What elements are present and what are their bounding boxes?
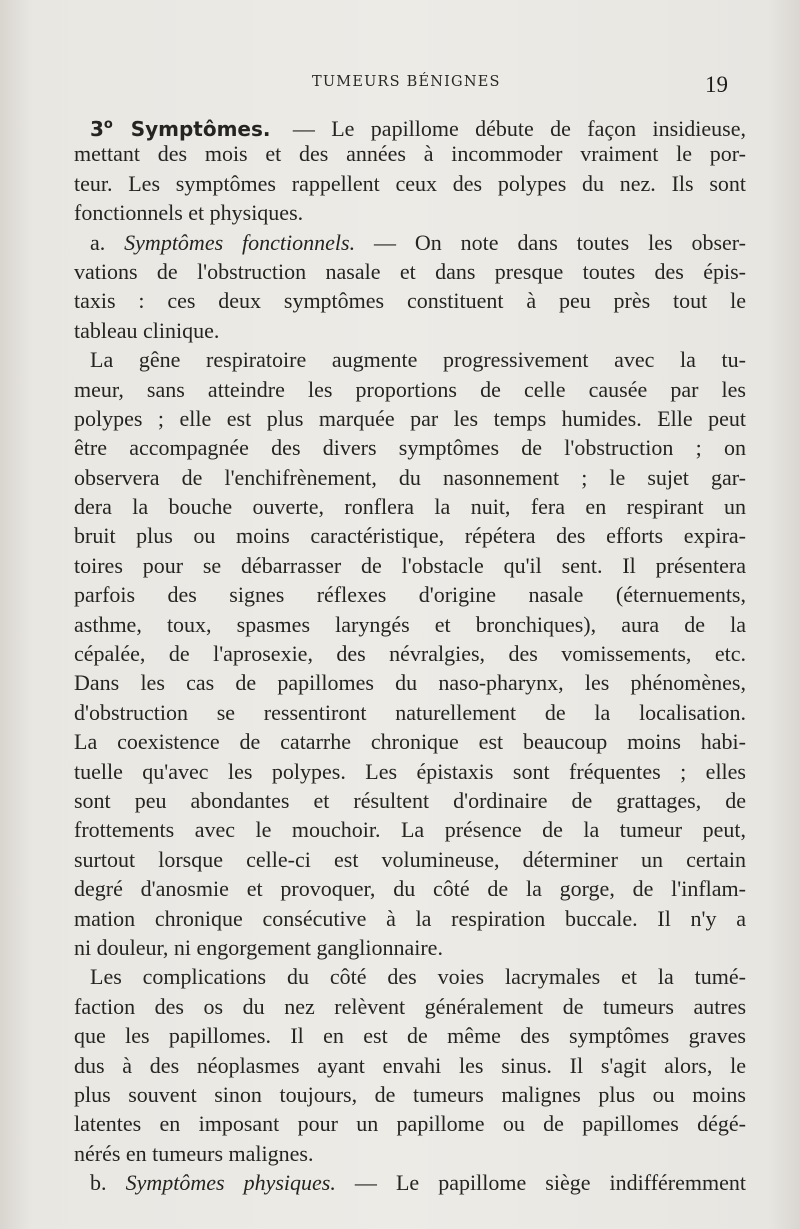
subsection-title: Symptômes physiques.	[125, 1170, 336, 1196]
text-line	[74, 110, 746, 139]
text-line: être accompagnée des divers symptômes de l'obstruction ; on	[74, 435, 746, 461]
running-title: TUMEURS BÉNIGNES	[312, 74, 501, 90]
text-line: dera la bouche ouverte, ronflera la nuit, fera en respirant un	[74, 494, 746, 520]
text-line: mettant des mois et des années à incommoder vraiment le por-	[74, 141, 746, 167]
text-line: asthme, toux, spasmes laryngés et bronchiques), aura de la	[74, 611, 746, 637]
text-line: tuelle qu'avec les polypes. Les épistaxis sont fréquentes ; elles	[74, 758, 746, 784]
section-number: 3	[90, 117, 104, 141]
text-line: que les papillomes. Il en est de même des symptômes graves	[74, 1023, 746, 1049]
text-line: ni douleur, ni engorgement ganglionnaire.	[74, 934, 443, 960]
text-line	[74, 228, 746, 257]
subsection-prefix: a.	[90, 229, 125, 255]
text-line: Dans les cas de papillomes du naso-pharynx, les phénomènes,	[74, 670, 746, 696]
text-line: d'obstruction se ressentiront naturellement de la localisation.	[74, 699, 746, 725]
text-line: nérés en tumeurs malignes.	[74, 1140, 314, 1166]
text-line: toires pour se débarrasser de l'obstacle qu'il sent. Il présentera	[74, 552, 746, 578]
text-line: latentes en imposant pour un papillome ou de papillomes dégé-	[74, 1111, 746, 1137]
text-line: fonctionnels et physiques.	[74, 200, 304, 226]
text-line: Les complications du côté des voies lacrymales et la tumé-	[90, 964, 746, 990]
text-line: frottements avec le mouchoir. La présence de la tumeur peut,	[74, 817, 746, 843]
text-line: La gêne respiratoire augmente progressivement avec la tu-	[90, 347, 746, 373]
text-line: cépalée, de l'aprosexie, des névralgies, des vomissements, etc.	[74, 641, 746, 667]
line-text: — On note dans toutes les obser-	[355, 229, 746, 255]
text-line: degré d'anosmie et provoquer, du côté de la gorge, de l'inflam-	[74, 876, 746, 902]
text-line: tableau clinique.	[74, 317, 220, 343]
text-line: polypes ; elle est plus marquée par les temps humides. Elle peut	[74, 405, 746, 431]
text-line: mation chronique consécutive à la respiration buccale. Il n'y a	[74, 905, 746, 931]
page-number: 19	[705, 72, 728, 97]
subsection-title: Symptômes fonctionnels.	[124, 229, 356, 255]
text-line: faction des os du nez relèvent généralement de tumeurs autres	[74, 993, 746, 1019]
text-line	[74, 1168, 746, 1197]
section-title: Symptômes.	[130, 117, 271, 141]
section-number-sup: o	[103, 117, 113, 132]
body-text	[74, 110, 746, 1197]
text-line: La coexistence de catarrhe chronique est beaucoup moins habi-	[74, 729, 746, 755]
text-line: surtout lorsque celle-ci est volumineuse, déterminer un certain	[74, 846, 746, 872]
line-text: — Le papillome siège indifféremment	[335, 1170, 746, 1196]
text-line: observera de l'enchifrènement, du nasonnement ; le sujet gar-	[74, 464, 746, 490]
text-line: plus souvent sinon toujours, de tumeurs malignes plus ou moins	[74, 1081, 746, 1107]
text-line: meur, sans atteindre les proportions de celle causée par les	[74, 376, 746, 402]
text-line: teur. Les symptômes rappellent ceux des polypes du nez. Ils sont	[74, 170, 746, 196]
section-heading	[90, 117, 271, 141]
running-head	[0, 70, 800, 100]
line-text: — Le papillome débute de façon insidieuse,	[276, 116, 746, 141]
text-line: bruit plus ou moins caractéristique, répétera des efforts expira-	[74, 523, 746, 549]
text-line: taxis : ces deux symptômes constituent à peu près tout le	[74, 288, 746, 314]
text-line: dus à des néoplasmes ayant envahi les sinus. Il s'agit alors, le	[74, 1052, 746, 1078]
text-line: vations de l'obstruction nasale et dans presque toutes des épis-	[74, 258, 746, 284]
text-line: parfois des signes réflexes d'origine nasale (éternuements,	[74, 582, 746, 608]
subsection-prefix: b.	[90, 1170, 126, 1196]
text-line: sont peu abondantes et résultent d'ordinaire de grattages, de	[74, 787, 746, 813]
